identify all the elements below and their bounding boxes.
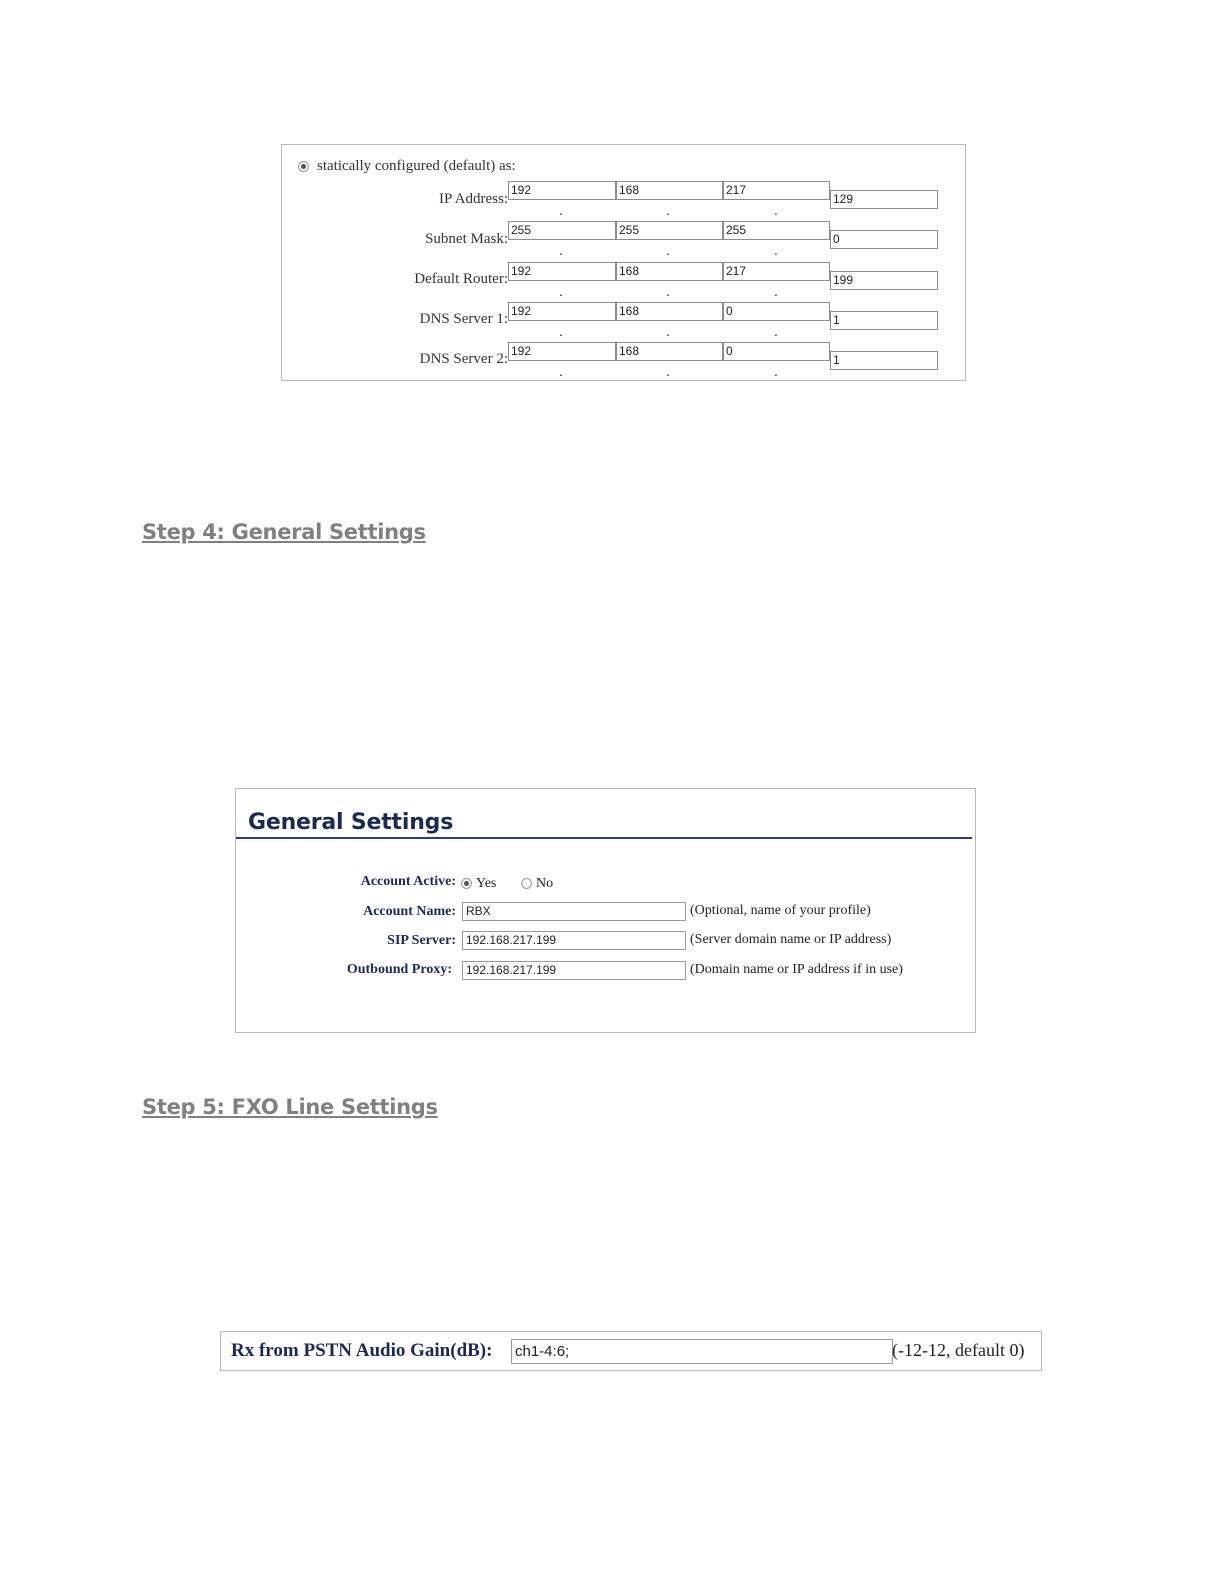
sip-server-input[interactable]: 192.168.217.199 [462, 931, 686, 950]
dns2-octet-1[interactable]: 192 [508, 342, 616, 361]
step-4-heading: Step 4: General Settings [142, 520, 426, 544]
octet-separator: . [666, 323, 670, 339]
static-radio[interactable] [298, 161, 309, 172]
subnet-octet-4[interactable]: 0 [830, 230, 938, 249]
static-config-option[interactable] [298, 157, 516, 175]
router-octet-4[interactable]: 199 [830, 271, 938, 290]
account-name-hint: (Optional, name of your profile) [690, 903, 871, 918]
subnet-octet-3[interactable]: 255 [723, 221, 830, 240]
dns-server-2-label: DNS Server 2: [419, 351, 508, 367]
router-octet-2[interactable]: 168 [616, 262, 723, 281]
ip-octet-1[interactable]: 192 [508, 181, 616, 200]
account-active-label: Account Active: [360, 874, 456, 889]
octet-separator: . [666, 202, 670, 218]
outbound-proxy-input[interactable]: 192.168.217.199 [462, 961, 686, 980]
octet-separator: . [774, 323, 778, 339]
rx-gain-label: Rx from PSTN Audio Gain(dB): [231, 1340, 493, 1361]
account-name-label: Account Name: [363, 904, 456, 919]
dns2-octet-2[interactable]: 168 [616, 342, 723, 361]
router-octet-3[interactable]: 217 [723, 262, 830, 281]
ip-octet-2[interactable]: 168 [616, 181, 723, 200]
no-label: No [536, 876, 554, 891]
yes-label: Yes [476, 876, 497, 891]
dns1-octet-2[interactable]: 168 [616, 302, 723, 321]
dns1-octet-3[interactable]: 0 [723, 302, 830, 321]
ip-address-label: IP Address: [438, 191, 508, 207]
ip-octet-3[interactable]: 217 [723, 181, 830, 200]
step-5-heading: Step 5: FXO Line Settings [142, 1095, 438, 1119]
sip-server-hint: (Server domain name or IP address) [690, 932, 892, 947]
title-divider [236, 837, 972, 839]
octet-separator: . [774, 283, 778, 299]
router-octet-1[interactable]: 192 [508, 262, 616, 281]
octet-separator: . [774, 242, 778, 258]
octet-separator: . [774, 363, 778, 379]
outbound-proxy-label: Outbound Proxy: [346, 962, 452, 977]
subnet-mask-label: Subnet Mask: [425, 231, 508, 247]
dns2-octet-3[interactable]: 0 [723, 342, 830, 361]
octet-separator: . [666, 363, 670, 379]
rx-gain-hint: (-12-12, default 0) [892, 1340, 1025, 1360]
dns-server-1-label: DNS Server 1: [419, 311, 508, 327]
octet-separator: . [559, 283, 563, 299]
no-radio[interactable] [521, 878, 532, 889]
general-settings-title: General Settings [248, 810, 454, 835]
rx-gain-input[interactable]: ch1-4:6; [511, 1339, 893, 1364]
sip-server-label: SIP Server: [387, 933, 456, 948]
subnet-octet-1[interactable]: 255 [508, 221, 616, 240]
subnet-octet-2[interactable]: 255 [616, 221, 723, 240]
account-active-yes[interactable] [461, 874, 496, 892]
octet-separator: . [559, 202, 563, 218]
account-active-no[interactable] [521, 874, 553, 892]
default-router-label: Default Router: [414, 271, 508, 287]
account-name-input[interactable]: RBX [462, 902, 686, 921]
rx-gain-panel [220, 1331, 1042, 1371]
octet-separator: . [559, 363, 563, 379]
yes-radio[interactable] [461, 878, 472, 889]
static-config-label: statically configured (default) as: [317, 158, 516, 174]
dns1-octet-4[interactable]: 1 [830, 311, 938, 330]
octet-separator: . [666, 242, 670, 258]
octet-separator: . [559, 323, 563, 339]
network-config-panel [281, 144, 966, 381]
general-settings-panel [235, 788, 976, 1033]
octet-separator: . [559, 242, 563, 258]
outbound-proxy-hint: (Domain name or IP address if in use) [690, 962, 903, 977]
ip-octet-4[interactable]: 129 [830, 190, 938, 209]
octet-separator: . [774, 202, 778, 218]
octet-separator: . [666, 283, 670, 299]
dns2-octet-4[interactable]: 1 [830, 351, 938, 370]
dns1-octet-1[interactable]: 192 [508, 302, 616, 321]
